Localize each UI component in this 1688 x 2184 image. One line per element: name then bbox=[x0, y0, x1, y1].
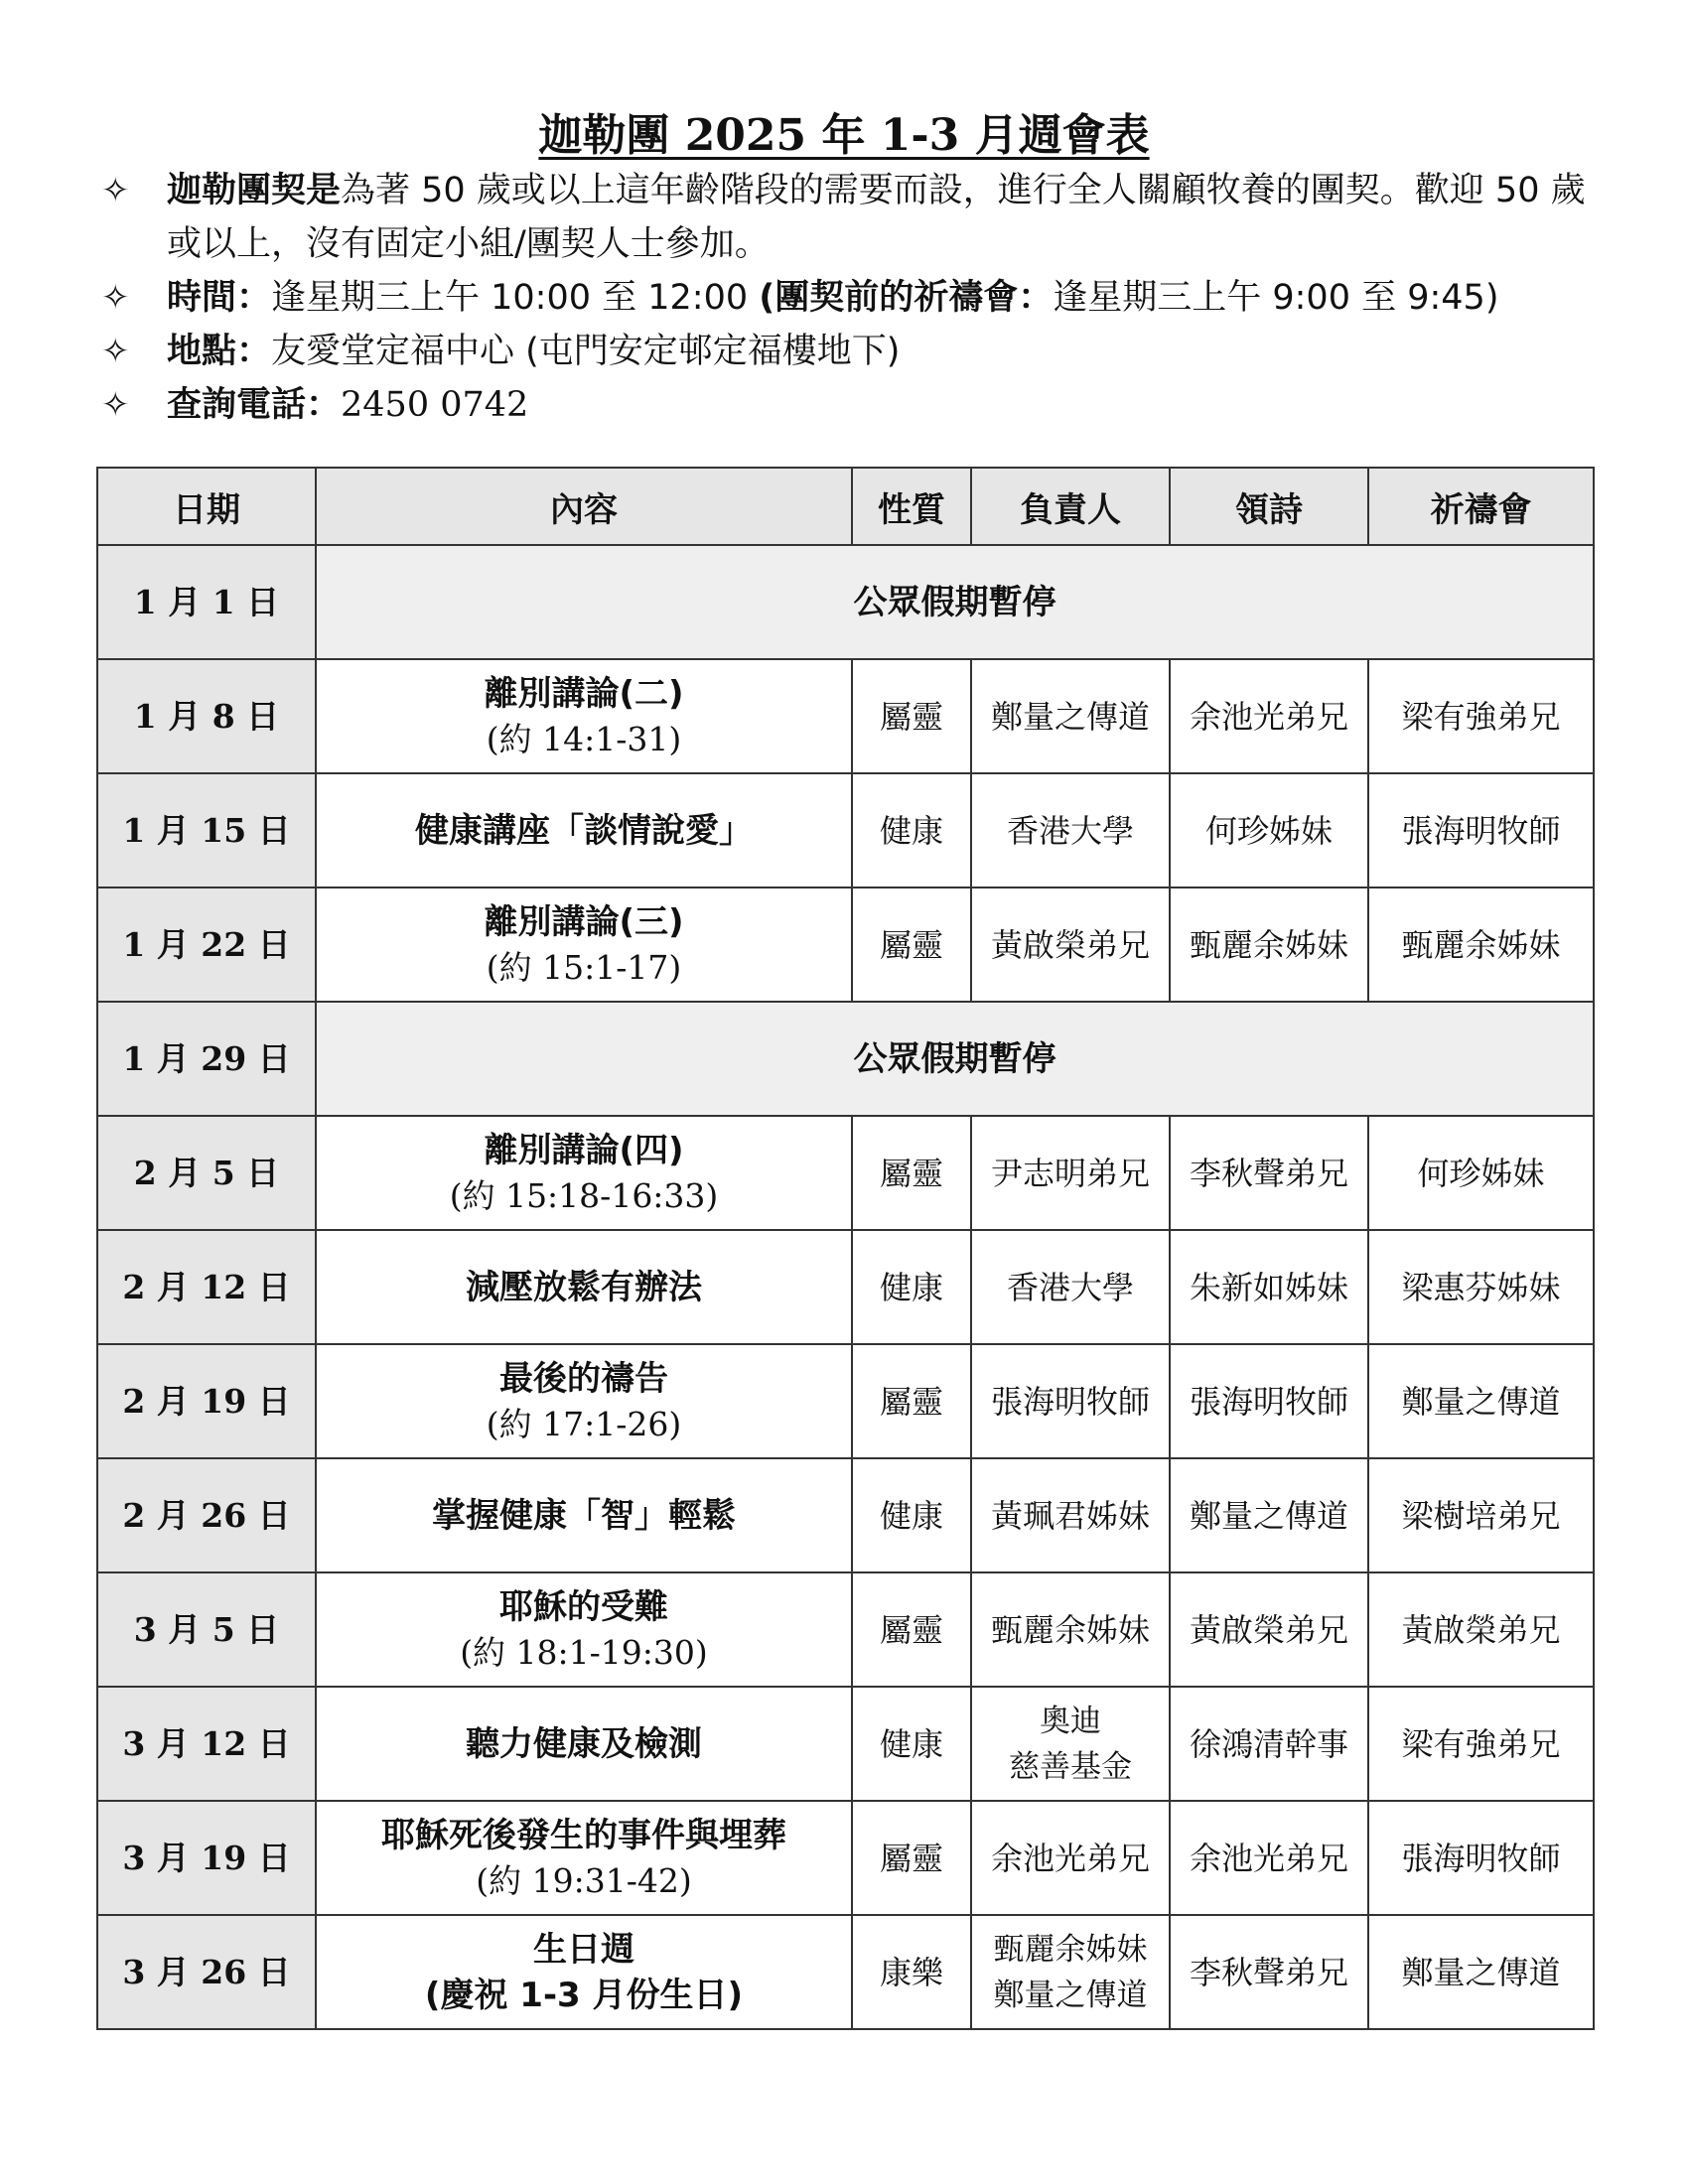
date-cell: 3 月 12 日 bbox=[97, 1687, 316, 1801]
content-cell bbox=[316, 1458, 852, 1572]
date-cell: 3 月 26 日 bbox=[97, 1915, 316, 2029]
date-cell: 1 月 22 日 bbox=[97, 887, 316, 1002]
about-label: 迦勒團契是 bbox=[167, 171, 342, 210]
phone-label: 查詢電話： bbox=[167, 385, 342, 425]
worship-cell: 李秋聲弟兄 bbox=[1170, 1915, 1368, 2029]
date-cell: 1 月 1 日 bbox=[97, 545, 316, 659]
header-leader: 負責人 bbox=[971, 468, 1170, 545]
prayer-cell: 何珍姊妹 bbox=[1368, 1116, 1594, 1230]
date-cell: 2 月 12 日 bbox=[97, 1230, 316, 1344]
content-cell bbox=[316, 773, 852, 887]
content-title: 離別講論(四) bbox=[484, 1130, 684, 1170]
content-subtitle: (慶祝 1-3 月份生日) bbox=[424, 1975, 744, 2015]
page-title: 迦勒團 2025 年 1-3 月週會表 bbox=[538, 110, 1150, 161]
header-content: 內容 bbox=[316, 468, 852, 545]
prayer-text: 逢星期三上午 9:00 至 9:45) bbox=[1053, 278, 1499, 318]
content-title: 減壓放鬆有辦法 bbox=[466, 1267, 702, 1307]
worship-cell: 朱新如姊妹 bbox=[1170, 1230, 1368, 1344]
content-ref: (約 15:1-17) bbox=[486, 947, 682, 987]
leader-cell: 張海明牧師 bbox=[971, 1344, 1170, 1458]
table-row bbox=[97, 887, 1594, 1002]
content-ref: (約 15:18-16:33) bbox=[449, 1175, 719, 1215]
phone-text: 2450 0742 bbox=[341, 385, 529, 425]
leader-line-1: 奧迪 bbox=[1040, 1703, 1101, 1739]
leader-cell: 余池光弟兄 bbox=[971, 1801, 1170, 1915]
leader-cell: 香港大學 bbox=[971, 773, 1170, 887]
leader-cell: 黃珮君姊妹 bbox=[971, 1458, 1170, 1572]
table-row bbox=[97, 659, 1594, 773]
content-ref: (約 17:1-26) bbox=[486, 1404, 682, 1443]
content-cell bbox=[316, 1687, 852, 1801]
worship-cell: 李秋聲弟兄 bbox=[1170, 1116, 1368, 1230]
worship-cell: 甄麗余姊妹 bbox=[1170, 887, 1368, 1002]
table-row bbox=[97, 1572, 1594, 1687]
type-cell: 屬靈 bbox=[852, 887, 971, 1002]
content-cell bbox=[316, 659, 852, 773]
date-cell: 1 月 29 日 bbox=[97, 1002, 316, 1116]
leader-cell: 香港大學 bbox=[971, 1230, 1170, 1344]
leader-cell bbox=[971, 1687, 1170, 1801]
table-row bbox=[97, 1801, 1594, 1915]
prayer-label: (團契前的祈禱會： bbox=[759, 278, 1054, 318]
leader-line-1: 甄麗余姊妹 bbox=[993, 1931, 1148, 1968]
worship-cell: 余池光弟兄 bbox=[1170, 1801, 1368, 1915]
content-title: 生日週 bbox=[533, 1929, 634, 1970]
content-title: 健康講座「談情說愛」 bbox=[415, 810, 753, 851]
prayer-cell: 梁惠芬姊妹 bbox=[1368, 1230, 1594, 1344]
date-cell: 1 月 8 日 bbox=[97, 659, 316, 773]
header-date: 日期 bbox=[97, 468, 316, 545]
date-cell: 1 月 15 日 bbox=[97, 773, 316, 887]
content-ref: (約 18:1-19:30) bbox=[460, 1632, 708, 1672]
worship-cell: 何珍姊妹 bbox=[1170, 773, 1368, 887]
intro-time bbox=[101, 271, 1611, 325]
prayer-cell: 梁有強弟兄 bbox=[1368, 1687, 1594, 1801]
table-header-row bbox=[97, 468, 1594, 545]
worship-cell: 徐鴻清幹事 bbox=[1170, 1687, 1368, 1801]
table-row bbox=[97, 545, 1594, 659]
leader-cell bbox=[971, 1915, 1170, 2029]
date-cell: 2 月 19 日 bbox=[97, 1344, 316, 1458]
content-cell bbox=[316, 887, 852, 1002]
content-title: 耶穌的受難 bbox=[499, 1586, 668, 1627]
table-row bbox=[97, 1915, 1594, 2029]
table-row bbox=[97, 1230, 1594, 1344]
content-title: 最後的禱告 bbox=[499, 1358, 668, 1399]
type-cell: 健康 bbox=[852, 1687, 971, 1801]
content-title: 離別講論(二) bbox=[484, 673, 684, 714]
worship-cell: 黃啟榮弟兄 bbox=[1170, 1572, 1368, 1687]
leader-cell: 鄭量之傳道 bbox=[971, 659, 1170, 773]
leader-cell: 甄麗余姊妹 bbox=[971, 1572, 1170, 1687]
header-prayer: 祈禱會 bbox=[1368, 468, 1594, 545]
holiday-cell: 公眾假期暫停 bbox=[316, 545, 1594, 659]
schedule-table bbox=[96, 467, 1595, 2030]
star-bullet-icon: ✧ bbox=[101, 278, 130, 318]
type-cell: 屬靈 bbox=[852, 1116, 971, 1230]
worship-cell: 鄭量之傳道 bbox=[1170, 1458, 1368, 1572]
date-cell: 3 月 5 日 bbox=[97, 1572, 316, 1687]
header-worship: 領詩 bbox=[1170, 468, 1368, 545]
leader-cell: 尹志明弟兄 bbox=[971, 1116, 1170, 1230]
leader-cell: 黃啟榮弟兄 bbox=[971, 887, 1170, 1002]
star-bullet-icon: ✧ bbox=[101, 332, 130, 371]
intro-about bbox=[101, 164, 1611, 271]
time-label: 時間： bbox=[167, 278, 272, 318]
prayer-cell: 梁樹培弟兄 bbox=[1368, 1458, 1594, 1572]
content-title: 聽力健康及檢測 bbox=[466, 1723, 702, 1764]
content-title: 離別講論(三) bbox=[484, 901, 684, 942]
prayer-cell: 鄭量之傳道 bbox=[1368, 1344, 1594, 1458]
about-text: 為著 50 歲或以上這年齡階段的需要而設，進行全人關顧牧養的團契。歡迎 50 歲或以上，沒有固定小組/團契人士參加。 bbox=[167, 171, 1586, 264]
prayer-cell: 甄麗余姊妹 bbox=[1368, 887, 1594, 1002]
venue-text: 友愛堂定福中心 (屯門安定邨定福樓地下) bbox=[271, 332, 901, 371]
type-cell: 屬靈 bbox=[852, 1801, 971, 1915]
content-cell bbox=[316, 1801, 852, 1915]
prayer-cell: 黃啟榮弟兄 bbox=[1368, 1572, 1594, 1687]
worship-cell: 余池光弟兄 bbox=[1170, 659, 1368, 773]
content-cell bbox=[316, 1344, 852, 1458]
prayer-cell: 梁有強弟兄 bbox=[1368, 659, 1594, 773]
table-row bbox=[97, 773, 1594, 887]
type-cell: 屬靈 bbox=[852, 659, 971, 773]
type-cell: 健康 bbox=[852, 1230, 971, 1344]
prayer-cell: 鄭量之傳道 bbox=[1368, 1915, 1594, 2029]
type-cell: 屬靈 bbox=[852, 1344, 971, 1458]
leader-line-2: 鄭量之傳道 bbox=[993, 1977, 1148, 2013]
content-cell bbox=[316, 1116, 852, 1230]
type-cell: 屬靈 bbox=[852, 1572, 971, 1687]
table-row bbox=[97, 1687, 1594, 1801]
intro-section bbox=[101, 164, 1611, 432]
content-ref: (約 14:1-31) bbox=[486, 719, 682, 758]
type-cell: 健康 bbox=[852, 1458, 971, 1572]
worship-cell: 張海明牧師 bbox=[1170, 1344, 1368, 1458]
type-cell: 健康 bbox=[852, 773, 971, 887]
content-ref: (約 19:31-42) bbox=[476, 1860, 692, 1900]
intro-phone bbox=[101, 378, 1611, 432]
date-cell: 2 月 26 日 bbox=[97, 1458, 316, 1572]
star-bullet-icon: ✧ bbox=[101, 385, 130, 425]
table-row bbox=[97, 1344, 1594, 1458]
time-text: 逢星期三上午 10:00 至 12:00 bbox=[271, 278, 760, 318]
holiday-cell: 公眾假期暫停 bbox=[316, 1002, 1594, 1116]
type-cell: 康樂 bbox=[852, 1915, 971, 2029]
leader-line-2: 慈善基金 bbox=[1009, 1748, 1132, 1785]
venue-label: 地點： bbox=[167, 332, 272, 371]
table-row bbox=[97, 1002, 1594, 1116]
content-title: 耶穌死後發生的事件與埋葬 bbox=[381, 1815, 786, 1855]
table-row bbox=[97, 1116, 1594, 1230]
date-cell: 2 月 5 日 bbox=[97, 1116, 316, 1230]
table-row bbox=[97, 1458, 1594, 1572]
content-cell bbox=[316, 1572, 852, 1687]
content-title: 掌握健康「智」輕鬆 bbox=[432, 1495, 736, 1536]
content-cell bbox=[316, 1230, 852, 1344]
prayer-cell: 張海明牧師 bbox=[1368, 773, 1594, 887]
date-cell: 3 月 19 日 bbox=[97, 1801, 316, 1915]
star-bullet-icon: ✧ bbox=[101, 171, 130, 210]
intro-venue bbox=[101, 325, 1611, 378]
prayer-cell: 張海明牧師 bbox=[1368, 1801, 1594, 1915]
content-cell bbox=[316, 1915, 852, 2029]
header-type: 性質 bbox=[852, 468, 971, 545]
